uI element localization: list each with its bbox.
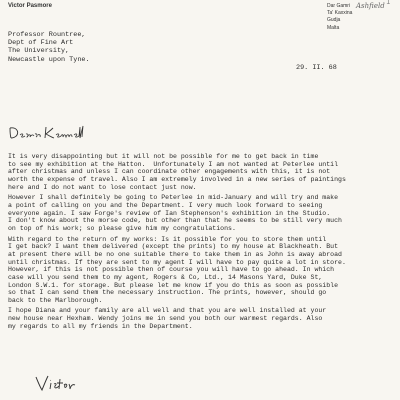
letter-date: 29. II. 68 — [296, 64, 337, 72]
text-line: my regards to all my friends in the Department. — [8, 322, 193, 330]
text-line: new house near Hexham. Wendy joins me in send you both our warmest regards. Also — [8, 315, 323, 323]
text-line: case will you send them to my agent, Rogers & Co, Ltd., 14 Masons Yard, Duke St, — [8, 273, 323, 281]
text-line: However I shall definitely be going to Peterlee in mid-January and will try and make — [8, 194, 339, 202]
text-line: I don't know about the morse code, but other than that he seems to be still very much — [8, 217, 342, 225]
text-line: back to the Marlborough. — [8, 296, 103, 304]
letter-body — [8, 153, 396, 333]
text-line: so that I can send them the necessary instruction. The prints, however, should go — [8, 289, 327, 297]
text-line: to see my exhibition at the Hatton. Unfortunately I am not wanted at Peterlee until — [8, 160, 339, 168]
recipient-line: Dept of Fine Art — [8, 39, 74, 48]
text-line: With regard to the return of my works: Is it possible for you to store them until — [8, 235, 327, 243]
paragraph — [8, 236, 396, 305]
text-line: worth the expense of travel. Also I am extremely involved in a new series of paintings — [8, 175, 346, 183]
text-line: However, if this is not possible then of course you will have to go ahead. In which — [8, 266, 335, 274]
text-line: a point of calling on you and the Department. I very much look forward to seeing — [8, 201, 323, 209]
text-line: on top of his work; so please give him my congratulations. — [8, 224, 236, 232]
text-line: here and I do not want to lose contact just now. — [8, 183, 197, 191]
text-line: after christmas and unless I can coordinate other engagements with this, it is not — [8, 168, 331, 176]
text-line: It is very disappointing but it will not be possible for me to get back in time — [8, 153, 319, 160]
paragraph — [8, 194, 396, 232]
paragraph — [8, 307, 396, 330]
recipient-line: The University, — [8, 47, 70, 56]
recipient-line: Newcastle upon Tyne. — [8, 55, 90, 64]
text-line: everyone again. I saw Forge's review of Ian Stephenson's exhibition in the Studio. — [8, 209, 331, 217]
recipient-line: Professor Rountree, — [8, 31, 86, 39]
address-line: Malta — [327, 24, 340, 31]
address-line: Gudja — [327, 17, 341, 24]
paragraph — [8, 153, 396, 191]
letterhead-name: Victor Pasmore — [8, 3, 52, 9]
text-line: I hope Diana and your family are all well and that you are well installed at your — [8, 307, 327, 315]
letterhead-address — [327, 3, 352, 32]
address-line: Ta' Kaxxina — [327, 10, 353, 17]
text-line: I get back? I want them delivered (except the prints) to my house at Blackheath. But — [8, 243, 339, 251]
address-line: Dar Gamri — [327, 3, 351, 9]
text-line: at present there will be no one suitable there to take them in as John is away abroad — [8, 250, 342, 258]
handwritten-annotation: Ashfield — [356, 2, 385, 10]
handwritten-salutation — [8, 124, 88, 140]
page-number: 1 — [386, 0, 391, 6]
handwritten-signature — [34, 374, 84, 392]
text-line: until christmas. If they are sent to my agent I will have to pay quite a lot in store. — [8, 258, 346, 266]
recipient-address — [8, 31, 90, 64]
text-line: London S.W.1. for storage. But please let me know if you do this as soon as possible — [8, 281, 339, 289]
